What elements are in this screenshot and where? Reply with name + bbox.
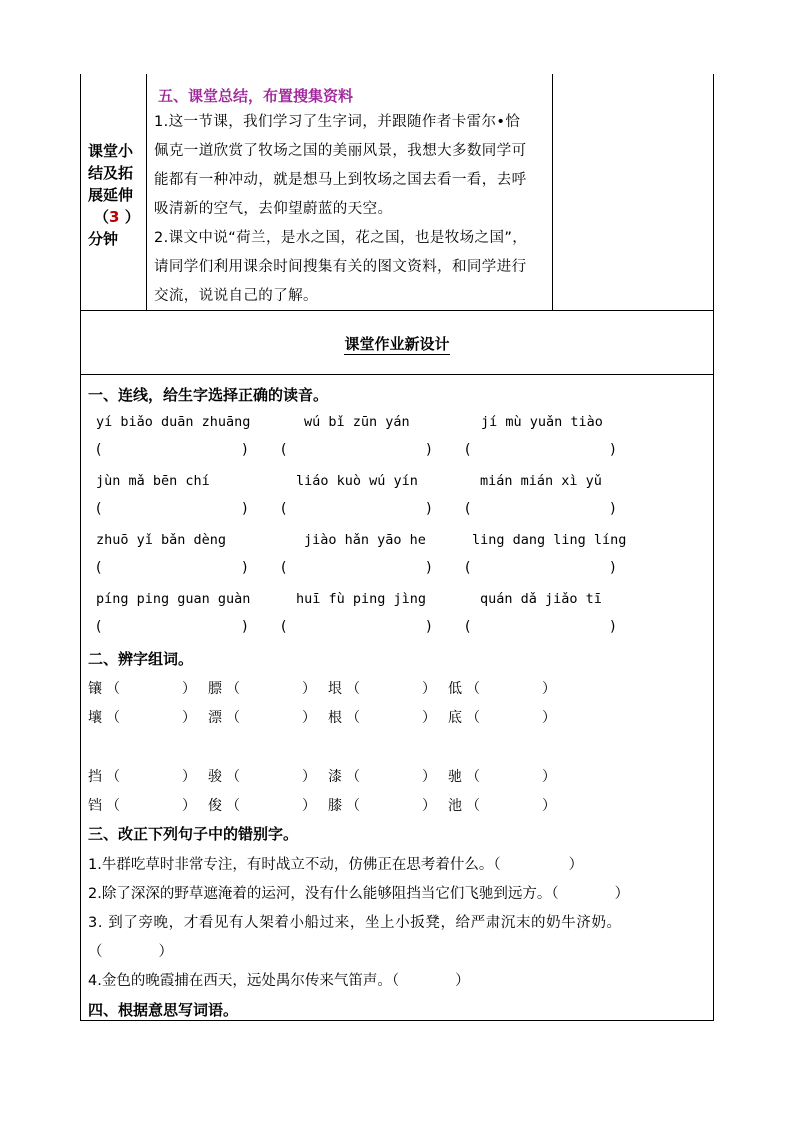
char-blank-close: ） <box>542 769 556 785</box>
char-blank-close: ） <box>182 681 196 697</box>
pinyin-item: quán dǎ jiǎo tī <box>480 591 602 607</box>
char-item: 镶 <box>88 681 102 697</box>
char-blank-open: （ <box>346 798 360 814</box>
side-time-open: （ <box>94 208 110 226</box>
answer-blank-open: ( <box>281 501 287 517</box>
summary-paragraph-2 <box>154 224 550 311</box>
char-blank-open: （ <box>466 710 480 726</box>
char-blank-open: （ <box>106 798 120 814</box>
char-blank-open: （ <box>346 681 360 697</box>
correction-item-4: 4.金色的晚霞捕在西天，远处禺尔传来气笛声。（ ） <box>88 973 470 989</box>
char-item: 池 <box>448 798 462 814</box>
char-blank-open: （ <box>346 769 360 785</box>
answer-blank-open: ( <box>465 560 471 576</box>
summary-side-label <box>88 140 146 250</box>
char-blank-open: （ <box>466 681 480 697</box>
side-label-line: 结及拓 <box>88 164 134 182</box>
answer-blank-open: ( <box>465 501 471 517</box>
para-line: 能都有一种冲动，就是想马上到牧场之国去看一看，去呼 <box>154 172 527 188</box>
pinyin-item: huī fù ping jìng <box>296 591 427 607</box>
char-blank-close: ） <box>182 710 196 726</box>
answer-blank-close: ) <box>426 442 432 458</box>
pinyin-item: jùn mǎ bēn chí <box>96 473 210 489</box>
char-item: 根 <box>328 710 342 726</box>
pinyin-item: zhuō yǐ bǎn dèng <box>96 532 227 548</box>
char-blank-close: ） <box>182 769 196 785</box>
side-time <box>88 206 146 228</box>
para-line: 2.课文中说“荷兰，是水之国，花之国，也是牧场之国”， <box>154 230 528 246</box>
correction-item-2: 2.除了深深的野草遮淹着的运河，没有什么能够阻挡当它们飞驰到远方。（ ） <box>88 886 630 902</box>
char-blank-open: （ <box>466 769 480 785</box>
correction-item-1: 1.牛群吃草时非常专注，有时战立不动，仿佛正在思考着什么。（ ） <box>88 857 584 873</box>
char-item: 壤 <box>88 710 102 726</box>
pinyin-item: mián mián xì yǔ <box>480 473 602 489</box>
char-blank-close: ） <box>422 798 436 814</box>
pinyin-item: liáo kuò wú yín <box>296 473 418 489</box>
pinyin-item: jí mù yuǎn tiào <box>481 414 603 430</box>
char-blank-close: ） <box>542 710 556 726</box>
char-blank-close: ） <box>302 681 316 697</box>
char-item: 俊 <box>208 798 222 814</box>
pinyin-item: jiào hǎn yāo he <box>304 532 426 548</box>
char-item: 挡 <box>88 769 102 785</box>
char-item: 垠 <box>328 681 342 697</box>
char-item: 骏 <box>208 769 222 785</box>
blank-close: ） <box>158 944 173 960</box>
correction-item-3-answer: （ ） <box>88 944 173 960</box>
char-blank-open: （ <box>226 769 240 785</box>
correction-item-3: 3. 到了旁晚，才看见有人架着小船过来，坐上小扳凳，给严肃沉末的奶牛济奶。 <box>88 915 622 931</box>
char-item: 驰 <box>448 769 462 785</box>
char-blank-open: （ <box>226 681 240 697</box>
char-item: 铛 <box>88 798 102 814</box>
char-blank-open: （ <box>106 710 120 726</box>
answer-blank-close: ) <box>610 619 616 635</box>
para-line: 佩克一道欣赏了牧场之国的美丽风景，我想大多数同学可 <box>154 143 527 159</box>
answer-blank-open: ( <box>281 442 287 458</box>
para-line: 吸清新的空气，去仰望蔚蓝的天空。 <box>154 201 393 217</box>
char-item: 漆 <box>328 769 342 785</box>
char-blank-open: （ <box>466 798 480 814</box>
char-blank-close: ） <box>422 769 436 785</box>
answer-blank-open: ( <box>96 442 102 458</box>
char-blank-close: ） <box>542 681 556 697</box>
para-line: 请同学们利用课余时间搜集有关的图文资料，和同学进行 <box>154 259 527 275</box>
side-time-num: 3 <box>109 208 120 226</box>
char-blank-close: ） <box>422 710 436 726</box>
section-3-title: 三、改正下列句子中的错别字。 <box>88 825 299 843</box>
summary-heading: 五、课堂总结，布置搜集资料 <box>158 87 354 105</box>
side-label-line: 课堂小 <box>88 142 134 160</box>
answer-blank-close: ) <box>242 442 248 458</box>
char-blank-close: ） <box>302 798 316 814</box>
answer-blank-open: ( <box>281 619 287 635</box>
char-item: 漂 <box>208 710 222 726</box>
char-item: 低 <box>448 681 462 697</box>
pinyin-item: yí biǎo duān zhuāng <box>96 414 251 430</box>
answer-blank-close: ) <box>426 619 432 635</box>
answer-blank-open: ( <box>96 560 102 576</box>
side-unit: 分钟 <box>88 230 119 248</box>
answer-blank-close: ) <box>610 560 616 576</box>
answer-blank-close: ) <box>242 619 248 635</box>
answer-blank-open: ( <box>281 560 287 576</box>
answer-blank-open: ( <box>465 442 471 458</box>
answer-blank-close: ) <box>610 442 616 458</box>
char-blank-open: （ <box>346 710 360 726</box>
char-blank-close: ） <box>182 798 196 814</box>
char-blank-open: （ <box>106 681 120 697</box>
para-line: 1.这一节课，我们学习了生字词，并跟随作者卡雷尔•恰 <box>154 114 521 130</box>
blank-close: ） <box>568 857 584 873</box>
char-blank-open: （ <box>226 798 240 814</box>
para-line: 交流，说说自己的了解。 <box>154 288 318 304</box>
pinyin-item: ling dang ling líng <box>472 532 627 548</box>
answer-blank-close: ) <box>242 501 248 517</box>
answer-blank-close: ) <box>426 560 432 576</box>
char-item: 膝 <box>328 798 342 814</box>
answer-blank-close: ) <box>242 560 248 576</box>
char-blank-close: ） <box>302 710 316 726</box>
answer-blank-open: ( <box>96 501 102 517</box>
char-blank-open: （ <box>106 769 120 785</box>
section-2-title: 二、辨字组词。 <box>88 650 194 668</box>
answer-blank-close: ) <box>426 501 432 517</box>
char-blank-open: （ <box>226 710 240 726</box>
side-label-line: 展延伸 <box>88 186 134 204</box>
pinyin-item: píng ping guan guàn <box>96 591 251 607</box>
section-4-title: 四、根据意思写词语。 <box>88 1001 239 1019</box>
char-item: 膘 <box>208 681 222 697</box>
char-blank-close: ） <box>302 769 316 785</box>
section-1-title: 一、连线，给生字选择正确的读音。 <box>88 386 329 404</box>
side-time-close: ） <box>124 208 140 226</box>
answer-blank-open: ( <box>465 619 471 635</box>
char-item: 底 <box>448 710 462 726</box>
pinyin-item: wú bǐ zūn yán <box>304 414 410 430</box>
blank-close: ） <box>455 973 470 989</box>
summary-paragraph-1 <box>154 108 550 224</box>
char-blank-close: ） <box>422 681 436 697</box>
blank-close: ） <box>614 886 630 902</box>
answer-blank-open: ( <box>96 619 102 635</box>
homework-title: 课堂作业新设计 <box>344 335 450 353</box>
answer-blank-close: ) <box>610 501 616 517</box>
char-blank-close: ） <box>542 798 556 814</box>
